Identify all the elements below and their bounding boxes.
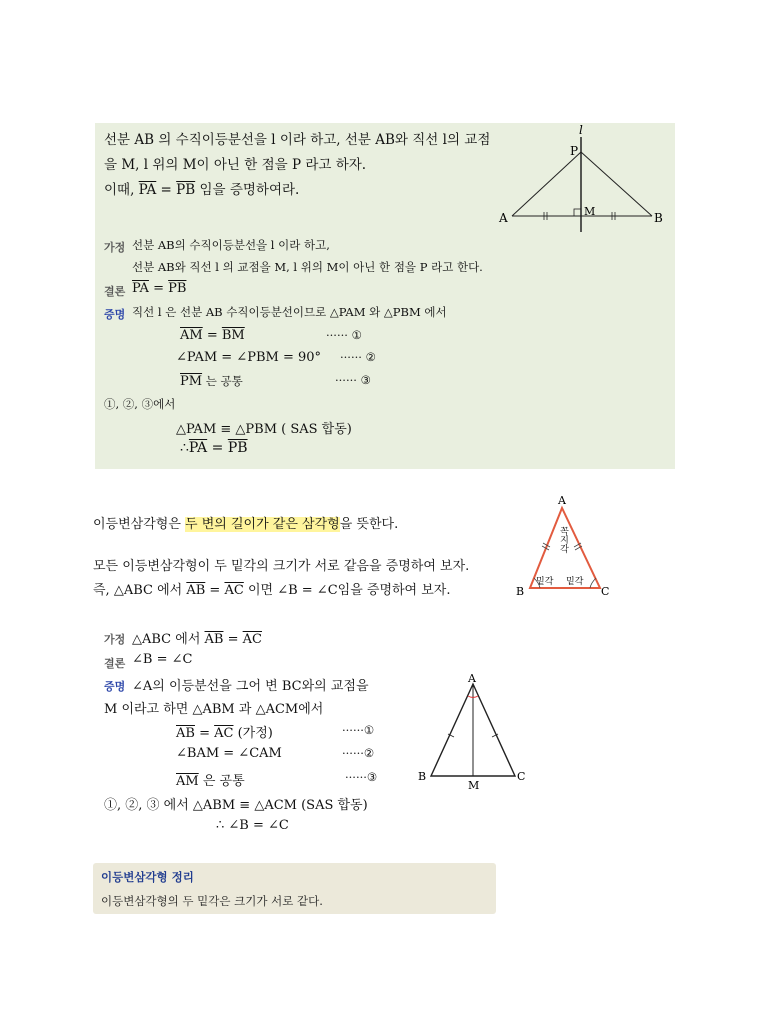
label-c: C xyxy=(517,770,526,783)
segment-pb: $\overline{PB}$ xyxy=(176,182,196,198)
problem-line-3 xyxy=(104,178,299,198)
segment-ab: $\overline{AB}$ xyxy=(176,726,195,741)
segment-ab: $\overline{AB}$ xyxy=(186,583,206,598)
proof-2-step-2-ref: ······② xyxy=(342,746,375,760)
problem-line-3-prefix: 이때, xyxy=(104,182,139,198)
label-c: C xyxy=(601,585,610,598)
figure-isosceles-bisector xyxy=(414,672,534,794)
therefore-symbol: ∴ xyxy=(180,440,189,456)
hypothesis-line-1: 선분 AB의 수직이등분선을 l 이라 하고, xyxy=(132,238,330,252)
intro-line-3-prefix: 즉, △ABC 에서 xyxy=(93,583,187,598)
problem-line-2: 을 M, l 위의 M이 아닌 한 점을 P 라고 하자. xyxy=(104,157,367,173)
theorem-body: 이등변삼각형의 두 밑각은 크기가 서로 같다. xyxy=(101,894,323,908)
segment-bm: $\overline{BM}$ xyxy=(221,328,245,343)
segment-pa-line xyxy=(512,152,581,216)
proof-from-steps: ①, ②, ③에서 xyxy=(104,397,176,411)
theorem-title: 이등변삼각형 정리 xyxy=(101,870,194,884)
hypothesis-label: 가정 xyxy=(104,241,126,254)
segment-ab: $\overline{AB}$ xyxy=(204,632,224,647)
segment-ac: $\overline{AC}$ xyxy=(214,726,234,741)
proof-2-step-3 xyxy=(176,770,245,789)
segment-ac: $\overline{AC}$ xyxy=(242,632,262,647)
proof-label-2: 증명 xyxy=(104,680,126,693)
segment-pa: $\overline{PA}$ xyxy=(132,281,149,296)
figure-perpendicular-bisector xyxy=(490,122,675,237)
segment-pb: $\overline{PB}$ xyxy=(168,281,187,296)
equals-sign: = xyxy=(223,632,243,647)
segment-pb: $\overline{PB}$ xyxy=(227,440,248,456)
proof-label: 증명 xyxy=(104,308,126,321)
assumption-note: (가정) xyxy=(233,726,273,741)
label-a: A xyxy=(499,211,508,225)
conclusion-label: 결론 xyxy=(104,285,126,298)
equals-sign: = xyxy=(202,328,222,343)
segment-am: $\overline{AM}$ xyxy=(180,328,203,343)
segment-ac: $\overline{AC}$ xyxy=(224,583,244,598)
proof-step-3 xyxy=(180,373,243,389)
equals-sign: = xyxy=(194,726,215,741)
problem-line-1: 선분 AB 의 수직이등분선을 l 이라 하고, 선분 AB와 직선 l의 교점 xyxy=(104,132,491,148)
label-b: B xyxy=(654,211,663,225)
proof-step-3-ref: ······ ③ xyxy=(335,373,371,387)
label-a: A xyxy=(558,494,566,507)
hypothesis-2-prefix: △ABC 에서 xyxy=(132,632,205,647)
conclusion-2: ∠B = ∠C xyxy=(132,652,193,667)
conclusion-text xyxy=(132,281,186,296)
equals-sign: = xyxy=(148,281,169,296)
label-base-angle-right: 밑각 xyxy=(566,577,584,587)
label-base-angle-left: 밑각 xyxy=(536,577,554,587)
common-text: 는 공통 xyxy=(202,374,243,388)
isosceles-definition xyxy=(93,513,398,532)
proof-2-step-3-ref: ······③ xyxy=(345,770,378,784)
proof-intro: 직선 l 은 선분 AB 수직이등분선이므로 △PAM 와 △PBM 에서 xyxy=(132,305,447,319)
conclusion-label-2: 결론 xyxy=(104,657,126,670)
label-a: A xyxy=(468,672,476,685)
proof-2-line-2: M 이라고 하면 △ABM 과 △ACM에서 xyxy=(104,702,324,717)
hypothesis-line-2: 선분 AB와 직선 l 의 교점을 M, l 위의 M이 아닌 한 점을 P 라고 한다. xyxy=(132,260,483,274)
segment-pa: $\overline{PA}$ xyxy=(188,440,208,456)
intro-line-3 xyxy=(93,579,451,598)
hypothesis-2 xyxy=(132,628,262,647)
proof-2-step-1-ref: ······① xyxy=(342,723,375,737)
proof-2-step-2: ∠BAM = ∠CAM xyxy=(176,746,282,761)
right-angle-mark xyxy=(574,209,581,216)
definition-suffix: 을 뜻한다. xyxy=(339,517,399,532)
segment-pa: $\overline{PA}$ xyxy=(138,182,157,198)
definition-highlight: 두 변의 길이가 같은 삼각형 xyxy=(185,517,340,532)
equals-sign: = xyxy=(207,440,228,456)
final-statement xyxy=(180,440,248,456)
equals-sign: = xyxy=(156,182,177,198)
theorem-box xyxy=(93,863,496,914)
label-p: P xyxy=(570,144,579,158)
hypothesis-label-2: 가정 xyxy=(104,633,126,646)
proof-step-2: ∠PAM = ∠PBM = 90° xyxy=(176,350,322,365)
label-b: B xyxy=(418,770,427,783)
label-b: B xyxy=(516,585,525,598)
problem-line-3-suffix: 임을 증명하여라. xyxy=(195,182,300,198)
proof-2-line-1: ∠A의 이등분선을 그어 변 BC와의 교점을 xyxy=(132,679,369,694)
definition-prefix: 이등변삼각형은 xyxy=(93,517,186,532)
intro-line-2: 모든 이등변삼각형이 두 밑각의 크기가 서로 같음을 증명하여 보자. xyxy=(93,559,470,574)
label-m: M xyxy=(584,205,596,218)
base-angle-arc-c xyxy=(590,578,596,588)
intro-line-3-suffix: 이면 ∠B = ∠C임을 증명하여 보자. xyxy=(243,583,451,598)
figure-isosceles-triangle-angles xyxy=(508,490,620,602)
equals-sign: = xyxy=(205,583,225,598)
proof-2-congruence: ①, ②, ③ 에서 △ABM ≡ △ACM (SAS 합동) xyxy=(104,798,368,813)
proof-2-step-1 xyxy=(176,722,273,741)
proof-step-2-ref: ······ ② xyxy=(340,350,376,364)
label-m: M xyxy=(468,779,480,792)
label-apex-angle: 꼭지각 xyxy=(558,526,568,553)
congruence-statement: △PAM ≡ △PBM ( SAS 합동) xyxy=(176,422,352,437)
segment-am: $\overline{AM}$ xyxy=(176,774,199,789)
label-l: l xyxy=(579,123,583,137)
proof-step-1 xyxy=(180,328,245,343)
common-text: 은 공통 xyxy=(198,774,245,789)
segment-pm: $\overline{PM}$ xyxy=(180,374,203,389)
proof-2-final: ∴ ∠B = ∠C xyxy=(216,818,289,833)
proof-step-1-ref: ······ ① xyxy=(326,328,362,342)
